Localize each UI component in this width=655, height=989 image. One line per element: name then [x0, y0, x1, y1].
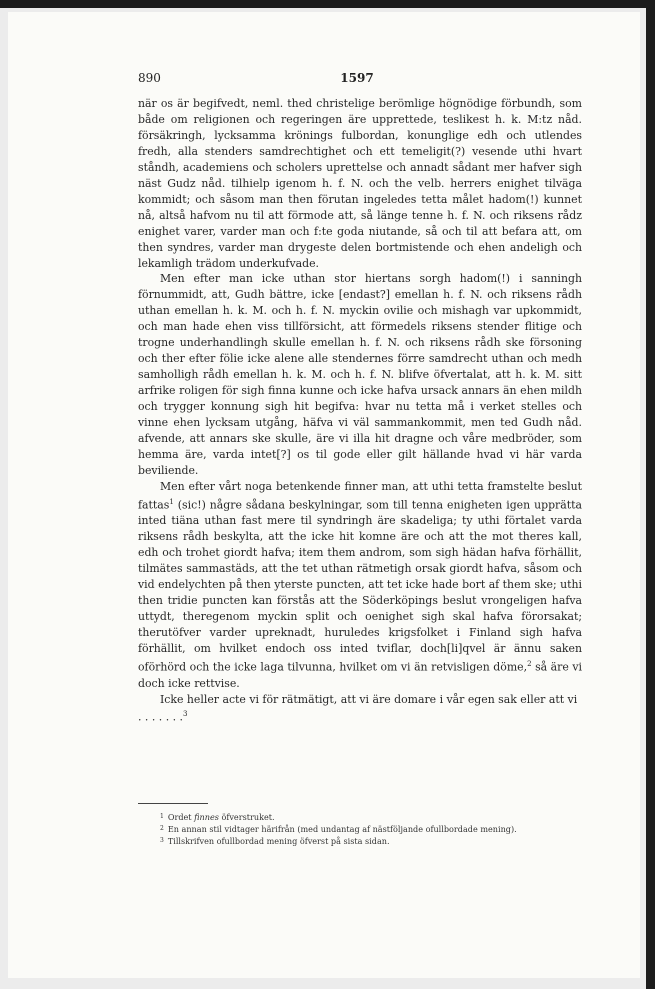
scan-border-top [0, 0, 655, 8]
footnote-text: En annan stil vidtager härifrån (med undantag af nästföljande ofullbordade mening). [167, 824, 517, 834]
footnote-divider [138, 803, 208, 804]
footnote [160, 811, 580, 823]
footnote-marker: 1 [169, 497, 174, 506]
footnote-number: 3 [160, 837, 164, 844]
scan-border-right [646, 0, 655, 989]
footnote-text: Ordet [167, 812, 195, 822]
running-head-year: 1597 [340, 71, 374, 85]
footnote-marker: 2 [527, 659, 532, 668]
footnote-text: öfverstruket. [218, 812, 275, 822]
footnotes [160, 811, 580, 847]
footnote [160, 823, 580, 835]
footnote-text: Tillskrifven ofullbordad mening öfverst på sista sidan. [167, 836, 390, 846]
paragraph [138, 479, 582, 692]
footnote-marker: 3 [183, 710, 188, 719]
footnote-number: 1 [160, 813, 164, 820]
footnote-number: 2 [160, 825, 164, 832]
paragraph [138, 692, 582, 727]
page-number: 890 [138, 71, 161, 85]
paragraph-text: Men efter vårt noga betenkende finner man, att uthi tetta framstelte beslut fattas [138, 479, 582, 512]
paragraph-text: Icke heller acte vi för rätmätigt, att vi äre domare i vår egen sak eller att vi . . . . . . . [138, 692, 578, 725]
paragraph [138, 271, 582, 478]
paragraph [138, 96, 582, 271]
paragraph-text: (sic!) någre sådana beskylningar, som till tenna enigheten igen upprätta inted tiäna uthan fast mere til syndringh äre skadeliga; ty uthi förtalet varda riksens rådh beskylta, att the icke hit komne äre och att the mot theres kall, edh och trohet giordt hafva; item them androm, som sigh hädan hafva förhällit, tilmätes sammastäds, att the tet uthan rätmetigh orsak giordt hafva, såsom och vid endelychten på then yterste puncten, att tet icke hade bort af them ske; uthi then tridie puncten kan förstås att the Söderköpings beslut vrongeligen hafva uttydt, theregenom myckin split och oenighet sigh skal hafva förorsakat; therutöfver varder upreknadt, huruledes krigsfolket i Finland sigh hafva förhällit, om hvilket endoch oss inted tviflar, doch[li]qvel är ännu saken oförhörd och the icke laga tilvunna, hvilket om vi än retvisligen döme, [138, 498, 582, 674]
paragraph-text: så äre vi doch icke rettvise. [138, 660, 583, 690]
paragraph-text: Men efter man icke uthan stor hiertans sorgh hadom(!) i sanningh förnummidt, att, Gudh bättre, icke [endast?] emellan h. f. N. och riksens rådh uthan emellan h. k. M. och h. f. N. myckin ovilie och mishagh var upkommidt, och man hade ehen viss tillförsicht, att förmedels riksens stender flitige och trogne underhandlingh skulle emellan h. f. N. och riksens rådh ske försoning och ther efter fölie icke alene alle stendernes förre samdrecht uthan och medh samholligh rådh emellan h. k. M. och h. f. N. blifve öfvertalat, att h. k. M. sitt arfrike roligen för sigh finna kunne och icke hafva ursack annars än ehen mildh och trygger konnung sigh hit begifva: hvar nu tetta må i verket stelles och vinne ehen lycksam utgång, häfva vi väl sammankommit, men ted Gudh nåd. afvende, att annars ske skulle, äre vi illa hit dragne och våre medbröder, som hemma äre, varda intet[?] os til gode eller gilt hällande hvad vi här varda beviliende. [138, 272, 582, 477]
footnote-emphasis: finnes [194, 812, 219, 822]
page-header [134, 71, 580, 89]
footnote [160, 835, 580, 847]
paragraph-text: när os är begifvedt, neml. thed christelige berömlige högnödige förbundh, som både om religionen och regeringen äre upprettede, teslikest h. k. M:tz nåd. försäkringh, lycksamma krönings fulbordan, konunglige edh och utlendes fredh, alla stenders samdrechtighet och ett temeligit(?) vesende uthi hvart ståndh, academiens och scholers uprettelse och annadt sådant mer hafver sigh näst Gudz nåd. tilhielp igenom h. f. N. och the velb. herrers enighet tilväga kommidt; och såsom man then förutan ingeledes tetta målet hadom(!) kunnet nå, altså hafvom nu til att förmode att, så länge tenne h. f. N. och riksens rådz enighet varer, varder man och f:te goda niutande, så och til att befara att, om then syndres, varder man drygeste delen bortmistende och ehen andeligh och lekamligh trädom underkufvade. [138, 97, 582, 270]
body-text [138, 96, 582, 726]
